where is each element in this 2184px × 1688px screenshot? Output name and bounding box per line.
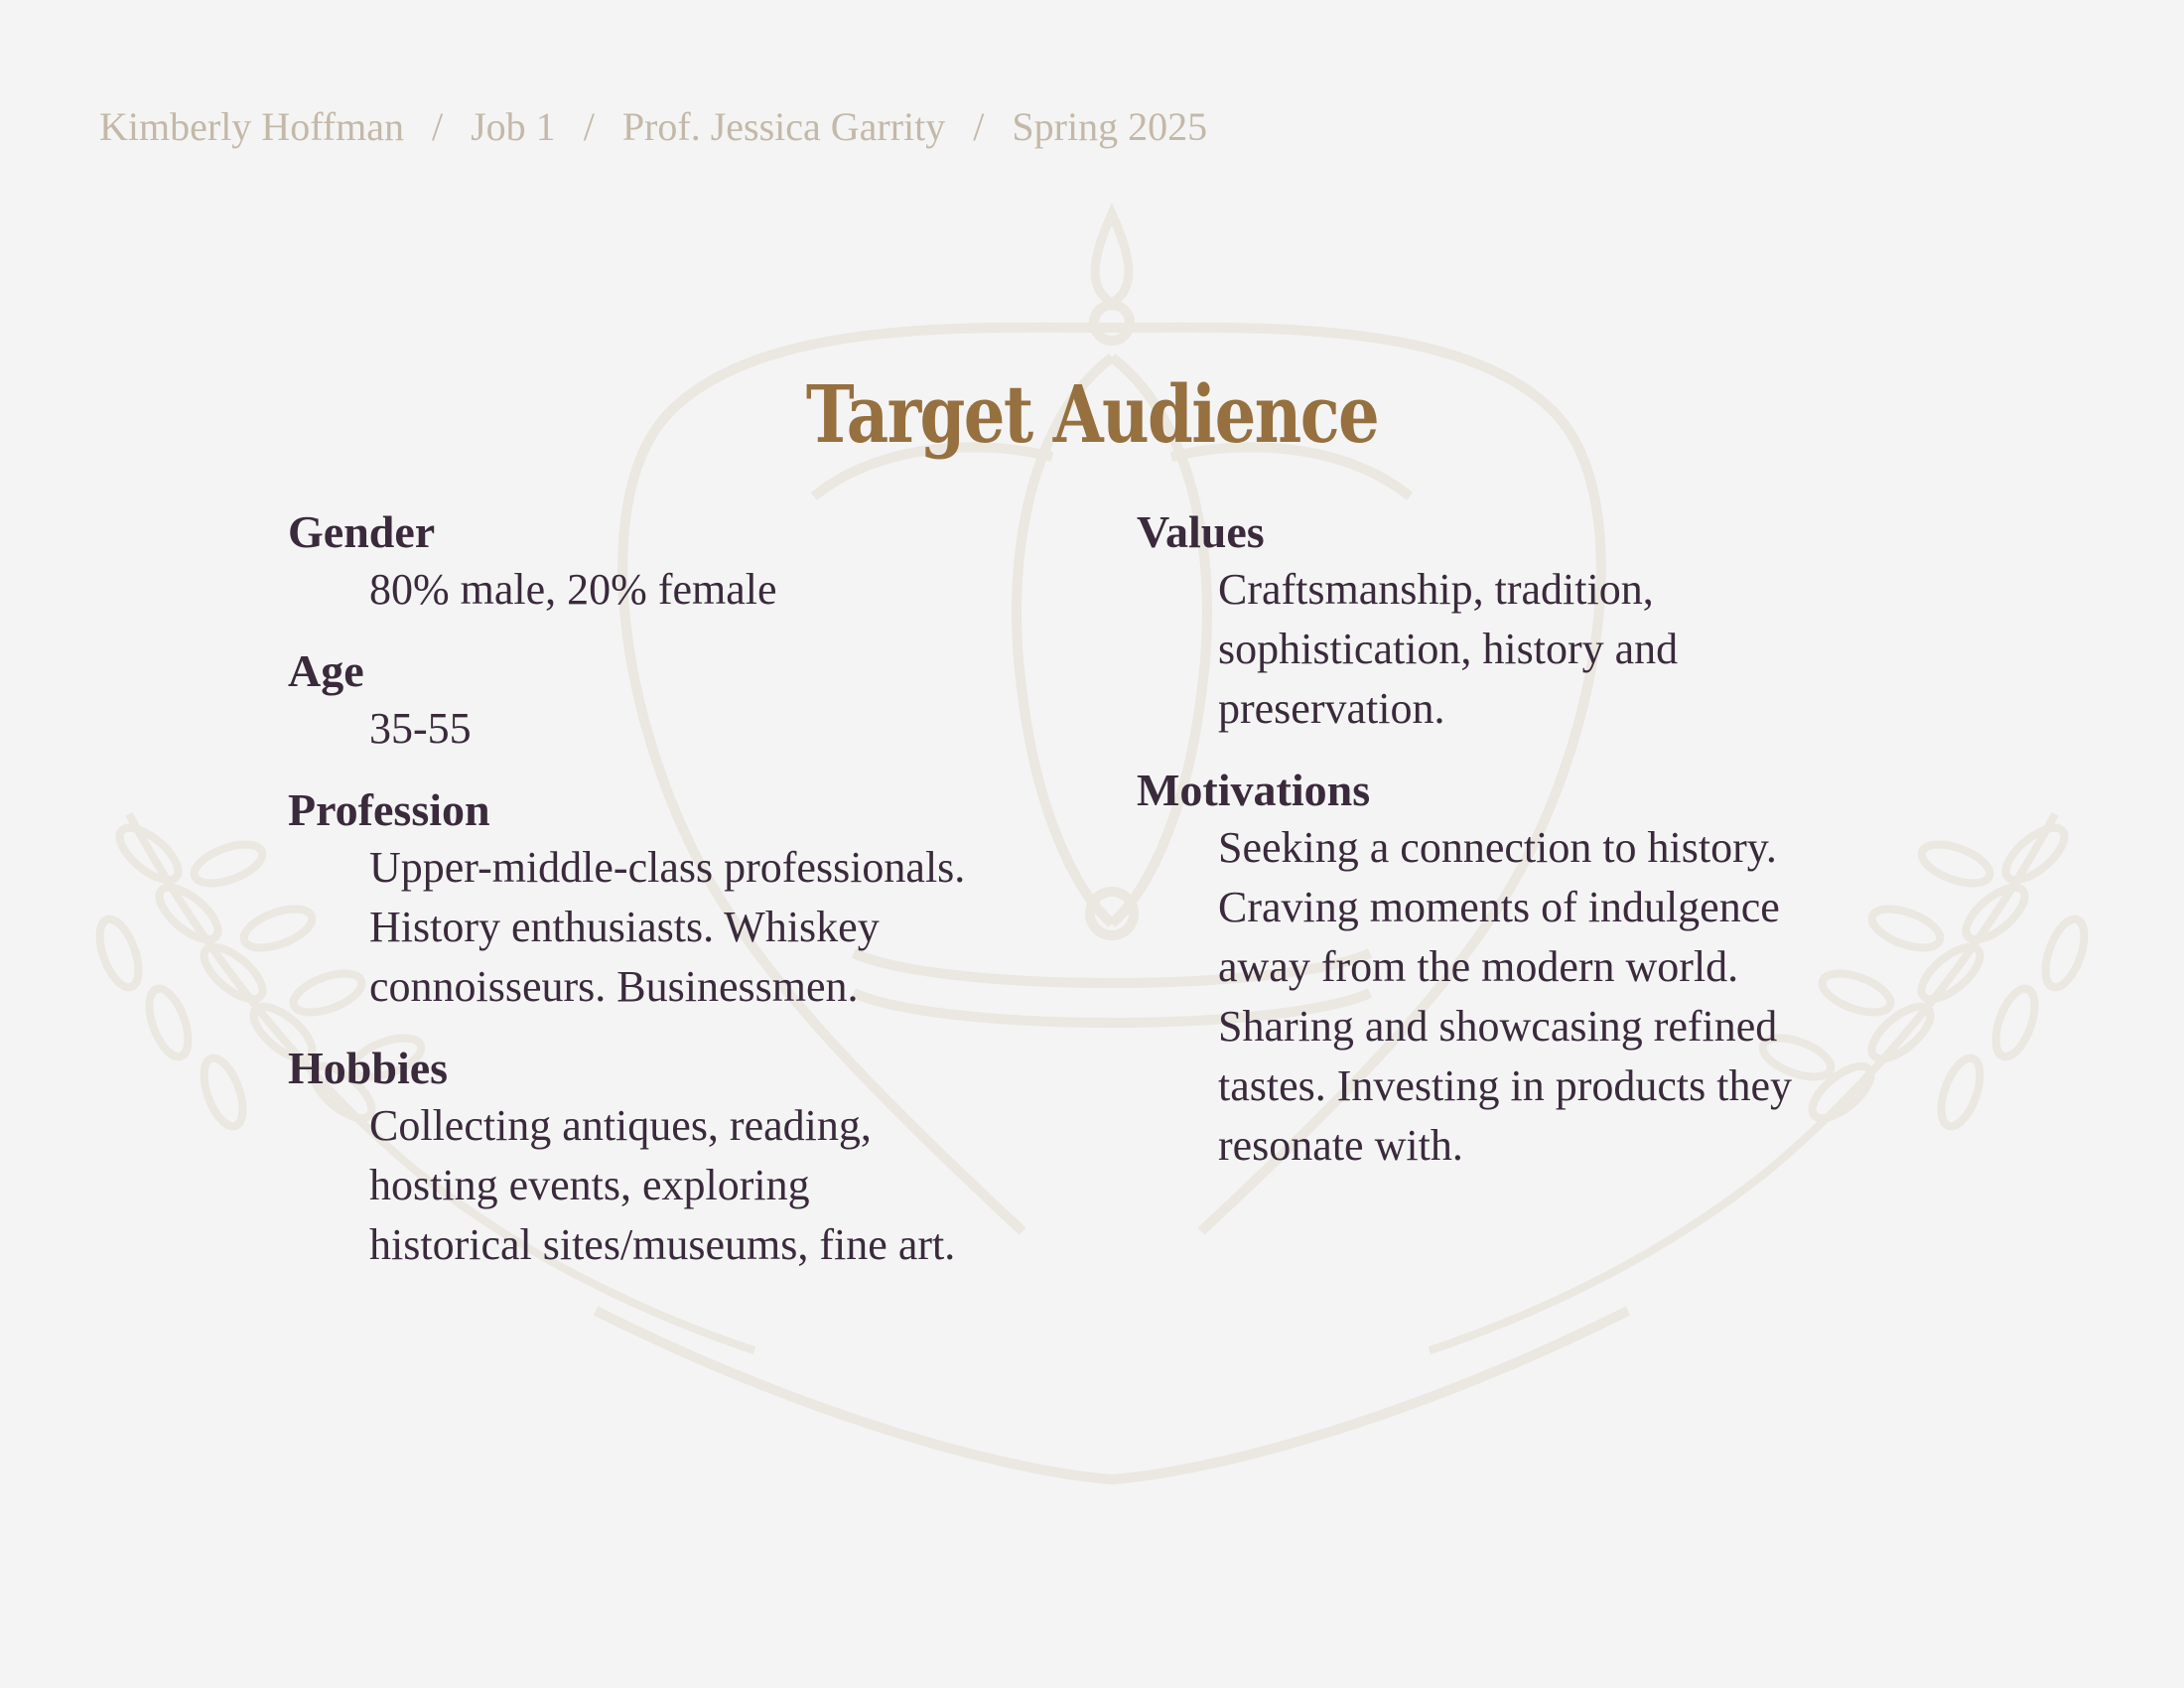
header-separator: / bbox=[431, 104, 444, 149]
header-separator: / bbox=[583, 104, 595, 149]
section-text-line: History enthusiasts. Whiskey bbox=[369, 903, 880, 951]
section-text-line: tastes. Investing in products they bbox=[1218, 1061, 1793, 1110]
section-values bbox=[1137, 504, 1931, 739]
term-label: Spring 2025 bbox=[1012, 104, 1208, 149]
page-title: Target Audience bbox=[805, 367, 1379, 461]
section-label: Hobbies bbox=[288, 1043, 449, 1093]
section-gender bbox=[288, 504, 1082, 620]
right-column bbox=[1137, 504, 1931, 1199]
header-separator: / bbox=[973, 104, 985, 149]
section-text-line: Sharing and showcasing refined bbox=[1218, 1002, 1778, 1051]
section-label: Values bbox=[1137, 506, 1265, 557]
section-text-line: away from the modern world. bbox=[1218, 942, 1739, 991]
section-text-line: hosting events, exploring bbox=[369, 1161, 810, 1209]
section-age bbox=[288, 643, 1082, 759]
header-breadcrumb bbox=[99, 103, 1207, 150]
section-text-line: resonate with. bbox=[1218, 1121, 1463, 1170]
section-text: 35-55 bbox=[369, 704, 472, 753]
section-profession bbox=[288, 782, 1082, 1017]
section-text-line: Craftsmanship, tradition, bbox=[1218, 565, 1654, 614]
section-motivations bbox=[1137, 763, 1931, 1176]
section-text-line: sophistication, history and bbox=[1218, 625, 1679, 673]
professor-name: Prof. Jessica Garrity bbox=[621, 104, 946, 149]
section-label: Motivations bbox=[1137, 765, 1371, 815]
author-name: Kimberly Hoffman bbox=[99, 104, 404, 149]
section-text-line: Collecting antiques, reading, bbox=[369, 1101, 872, 1150]
section-label: Profession bbox=[288, 784, 490, 835]
section-text: 80% male, 20% female bbox=[369, 565, 777, 614]
section-text-line: historical sites/museums, fine art. bbox=[369, 1220, 956, 1269]
section-text-line: Craving moments of indulgence bbox=[1218, 883, 1780, 931]
section-text-line: connoisseurs. Businessmen. bbox=[369, 962, 859, 1011]
section-label: Gender bbox=[288, 506, 436, 557]
section-text-line: Seeking a connection to history. bbox=[1218, 823, 1777, 872]
section-text-line: preservation. bbox=[1218, 684, 1445, 733]
section-hobbies bbox=[288, 1041, 1082, 1275]
job-label: Job 1 bbox=[471, 104, 556, 149]
section-label: Age bbox=[288, 645, 364, 696]
section-text-line: Upper-middle-class professionals. bbox=[369, 843, 966, 892]
left-column bbox=[288, 504, 1082, 1299]
